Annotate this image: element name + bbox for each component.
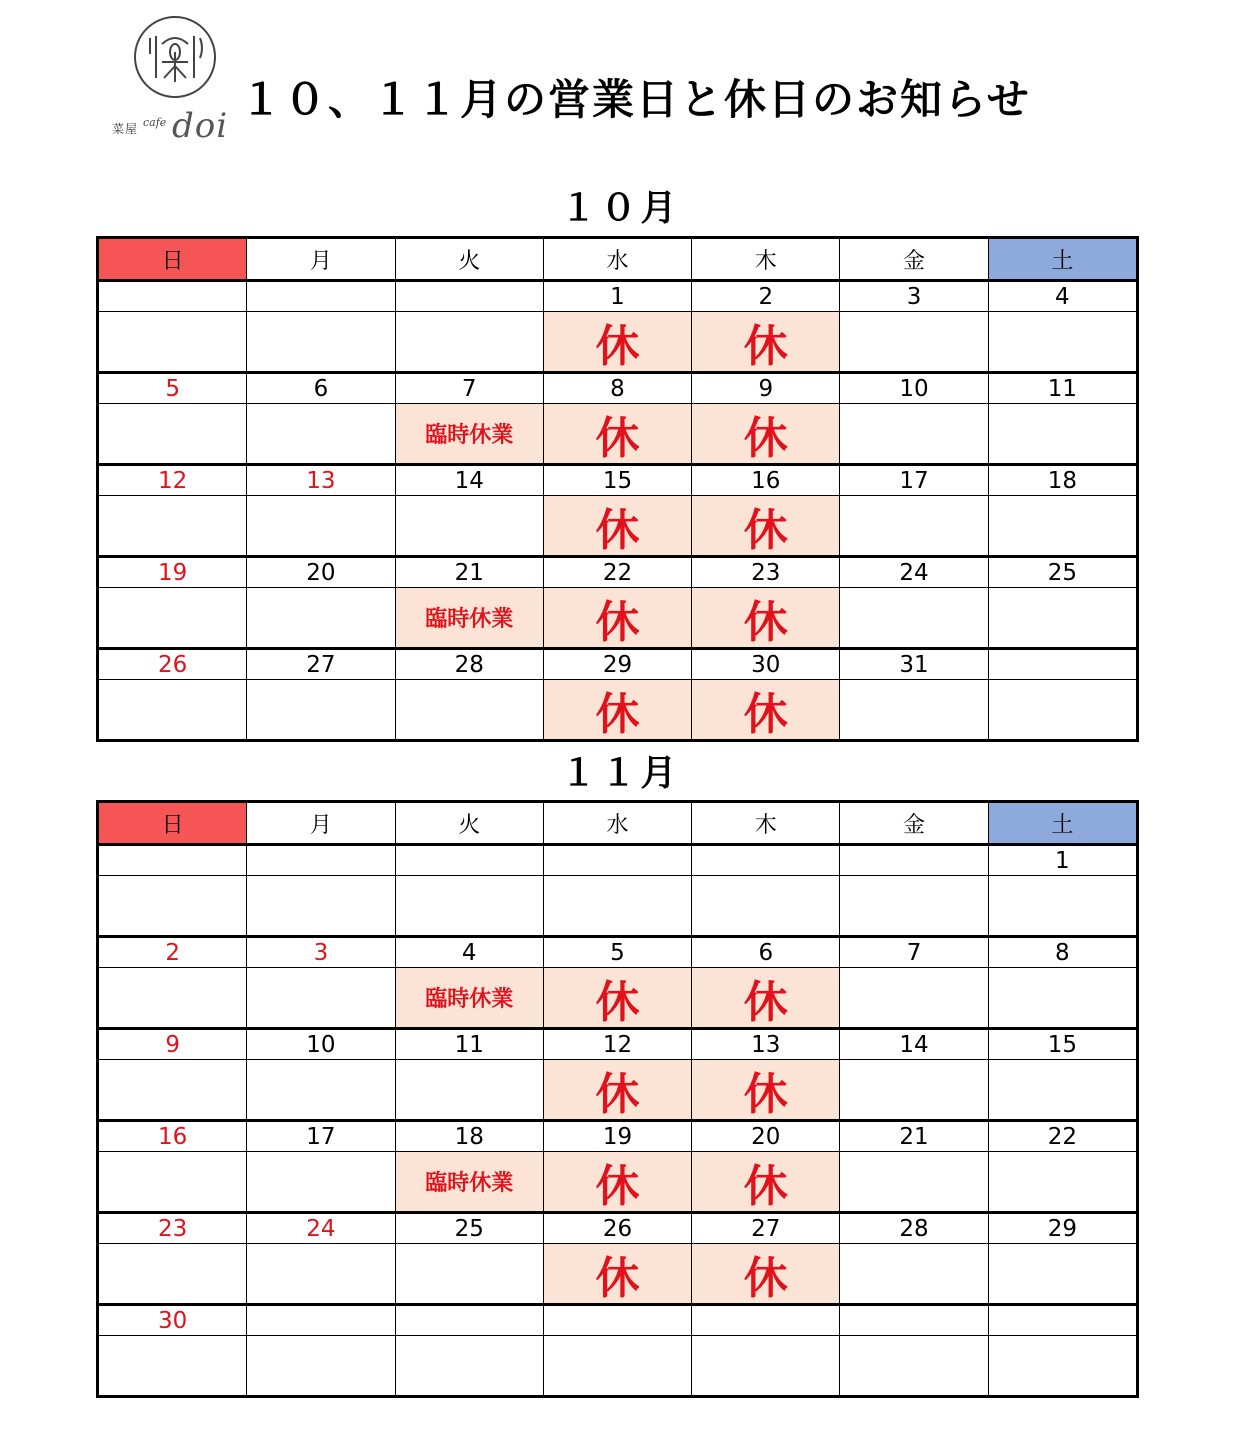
calendar-week: [99, 846, 1136, 938]
day-number-row: [99, 466, 1136, 496]
day-cell: [544, 1336, 692, 1395]
day-cell: [840, 1336, 988, 1395]
day-number: 20: [692, 1122, 840, 1151]
day-number: 9: [99, 1030, 247, 1059]
closed-day-mark: 休: [544, 496, 692, 555]
calendar-week: [99, 1122, 1136, 1214]
day-cell: [247, 312, 395, 371]
weekday-header: 日: [99, 803, 247, 843]
day-status-row: [99, 680, 1136, 739]
day-cell: [396, 496, 544, 555]
weekday-header: 水: [544, 239, 692, 279]
day-cell: [840, 404, 988, 463]
day-cell: [396, 312, 544, 371]
day-number: 16: [692, 466, 840, 495]
day-cell: [99, 1244, 247, 1303]
temporary-closure-mark: 臨時休業: [396, 1152, 544, 1211]
day-cell: [989, 496, 1136, 555]
day-number: 7: [396, 374, 544, 403]
weekday-header: 土: [989, 803, 1136, 843]
day-number: 14: [396, 466, 544, 495]
november-calendar: [96, 800, 1139, 1398]
day-number: 17: [247, 1122, 395, 1151]
day-cell: [840, 680, 988, 739]
day-number: 12: [99, 466, 247, 495]
shop-name: [110, 106, 240, 148]
vegetable-logo-icon: [132, 14, 218, 100]
october-title: １０月: [560, 188, 681, 229]
day-number: 29: [1047, 1215, 1077, 1242]
day-number: 10: [247, 1030, 395, 1059]
calendar-week: [99, 466, 1136, 558]
closed-day-mark: 休: [544, 312, 692, 371]
day-status-row: [99, 1336, 1136, 1395]
day-cell: [99, 496, 247, 555]
day-cell: [247, 680, 395, 739]
november-title: １１月: [560, 753, 681, 794]
day-number: 8: [544, 374, 692, 403]
day-number: 23: [692, 558, 840, 587]
day-cell: [692, 1336, 840, 1395]
calendar-week: [99, 282, 1136, 374]
day-cell: [692, 876, 840, 935]
day-cell: [99, 680, 247, 739]
day-number: 6: [247, 374, 395, 403]
day-number: [544, 846, 692, 875]
day-number: 3: [840, 282, 988, 311]
closed-day-mark: 休: [692, 1152, 840, 1211]
weekday-header: 木: [692, 803, 840, 843]
day-number-row: [99, 374, 1136, 404]
day-number: 19: [99, 558, 247, 587]
temporary-closure-mark: 臨時休業: [396, 404, 544, 463]
day-cell: [840, 876, 988, 935]
day-cell: [989, 588, 1136, 647]
day-number: [544, 1306, 692, 1335]
weekday-header: 火: [396, 239, 544, 279]
day-cell: [247, 1152, 395, 1211]
day-number: 15: [544, 466, 692, 495]
weekday-header: 月: [247, 239, 395, 279]
calendar-week: [99, 558, 1136, 650]
day-number: [99, 846, 247, 875]
day-number: 4: [1055, 283, 1070, 310]
day-number: 2: [99, 938, 247, 967]
day-number: 18: [396, 1122, 544, 1151]
day-cell: [989, 312, 1136, 371]
shop-name-yaoya: 菜屋: [112, 122, 139, 136]
day-cell: [247, 1336, 395, 1395]
day-number: 30: [99, 1306, 247, 1335]
day-number: 26: [544, 1214, 692, 1243]
day-cell: [989, 1244, 1136, 1303]
closed-day-mark: 休: [692, 404, 840, 463]
day-number: 23: [99, 1214, 247, 1243]
day-cell: [396, 1060, 544, 1119]
day-cell: [99, 404, 247, 463]
day-cell: [247, 1060, 395, 1119]
calendar-week: [99, 1214, 1136, 1306]
day-cell: [99, 312, 247, 371]
closed-day-mark: 休: [692, 968, 840, 1027]
day-number: [396, 282, 544, 311]
day-number-row: [99, 938, 1136, 968]
day-number: [989, 650, 1136, 679]
day-cell: [989, 1336, 1136, 1395]
day-number: 27: [247, 650, 395, 679]
temporary-closure-mark: 臨時休業: [396, 588, 544, 647]
day-cell: [840, 1244, 988, 1303]
weekday-header: 金: [840, 239, 988, 279]
day-number-row: [99, 650, 1136, 680]
closed-day-mark: 休: [692, 312, 840, 371]
day-cell: [840, 1152, 988, 1211]
closed-day-mark: 休: [692, 680, 840, 739]
day-number: 15: [1047, 1031, 1077, 1058]
day-cell: [396, 876, 544, 935]
day-status-row: [99, 312, 1136, 371]
day-number: 25: [396, 1214, 544, 1243]
day-number: 21: [840, 1122, 988, 1151]
weekday-header-row: [99, 239, 1136, 282]
day-cell: [840, 968, 988, 1027]
closed-day-mark: 休: [544, 1152, 692, 1211]
day-number: 5: [99, 374, 247, 403]
day-status-row: [99, 404, 1136, 463]
day-number: 13: [692, 1030, 840, 1059]
day-cell: [989, 876, 1136, 935]
day-number: 10: [840, 374, 988, 403]
day-number: 28: [840, 1214, 988, 1243]
day-number: 20: [247, 558, 395, 587]
day-number-row: [99, 1306, 1136, 1336]
day-cell: [840, 1060, 988, 1119]
page-title: １０、１１月の営業日と休日のお知らせ: [240, 75, 1031, 124]
day-number: 21: [396, 558, 544, 587]
day-cell: [247, 876, 395, 935]
day-number: [396, 846, 544, 875]
day-number-row: [99, 1214, 1136, 1244]
day-cell: [840, 588, 988, 647]
day-number: 29: [544, 650, 692, 679]
day-number: 26: [99, 650, 247, 679]
weekday-header: 金: [840, 803, 988, 843]
day-number: 30: [692, 650, 840, 679]
day-number: 17: [840, 466, 988, 495]
shop-logo: [110, 14, 240, 146]
day-number: 3: [247, 938, 395, 967]
shop-name-doi: doi: [172, 106, 229, 146]
day-number: 13: [247, 466, 395, 495]
day-cell: [99, 1152, 247, 1211]
day-cell: [396, 1244, 544, 1303]
closed-day-mark: 休: [544, 968, 692, 1027]
day-number: 18: [1047, 467, 1077, 494]
day-cell: [99, 1060, 247, 1119]
closed-day-mark: 休: [544, 1060, 692, 1119]
closed-day-mark: 休: [544, 404, 692, 463]
day-number: 4: [396, 938, 544, 967]
day-number: [692, 846, 840, 875]
shop-name-cafe: cafe: [143, 116, 167, 129]
day-number: [692, 1306, 840, 1335]
day-cell: [247, 404, 395, 463]
day-number-row: [99, 558, 1136, 588]
day-number: [396, 1306, 544, 1335]
temporary-closure-mark: 臨時休業: [396, 968, 544, 1027]
day-number: 19: [544, 1122, 692, 1151]
day-number: 12: [544, 1030, 692, 1059]
weekday-header: 土: [989, 239, 1136, 279]
day-number: 11: [396, 1030, 544, 1059]
day-cell: [247, 588, 395, 647]
day-number: 1: [1055, 847, 1070, 874]
weekday-header: 日: [99, 239, 247, 279]
day-number: [247, 282, 395, 311]
weekday-header: 月: [247, 803, 395, 843]
day-status-row: [99, 876, 1136, 935]
day-cell: [989, 1060, 1136, 1119]
day-number-row: [99, 282, 1136, 312]
day-number: 27: [692, 1214, 840, 1243]
day-number-row: [99, 846, 1136, 876]
day-number: [840, 846, 988, 875]
calendar-week: [99, 1030, 1136, 1122]
day-cell: [989, 680, 1136, 739]
calendar-week: [99, 1306, 1136, 1395]
day-cell: [544, 876, 692, 935]
closed-day-mark: 休: [692, 496, 840, 555]
day-number: 2: [692, 282, 840, 311]
day-number: [247, 846, 395, 875]
closed-day-mark: 休: [692, 1244, 840, 1303]
day-cell: [396, 680, 544, 739]
day-status-row: [99, 1244, 1136, 1303]
day-number: 1: [544, 282, 692, 311]
day-number: 31: [840, 650, 988, 679]
closed-day-mark: 休: [544, 588, 692, 647]
day-cell: [840, 496, 988, 555]
day-cell: [99, 968, 247, 1027]
day-number: 22: [1047, 1123, 1077, 1150]
day-number: 11: [1047, 375, 1077, 402]
day-number: 16: [99, 1122, 247, 1151]
day-number: 7: [840, 938, 988, 967]
calendar-week: [99, 374, 1136, 466]
day-number-row: [99, 1122, 1136, 1152]
day-cell: [840, 312, 988, 371]
day-status-row: [99, 588, 1136, 647]
day-cell: [99, 1336, 247, 1395]
day-number: [840, 1306, 988, 1335]
day-number: 24: [840, 558, 988, 587]
day-status-row: [99, 1060, 1136, 1119]
day-number: 9: [692, 374, 840, 403]
weekday-header: 火: [396, 803, 544, 843]
day-number: 25: [1047, 559, 1077, 586]
day-number: 24: [247, 1214, 395, 1243]
day-number: 6: [692, 938, 840, 967]
day-number: 22: [544, 558, 692, 587]
closed-day-mark: 休: [544, 680, 692, 739]
day-cell: [396, 1336, 544, 1395]
day-cell: [247, 968, 395, 1027]
weekday-header: 木: [692, 239, 840, 279]
closed-day-mark: 休: [692, 588, 840, 647]
day-number: 28: [396, 650, 544, 679]
day-cell: [247, 1244, 395, 1303]
day-number-row: [99, 1030, 1136, 1060]
day-number: 5: [544, 938, 692, 967]
day-cell: [247, 496, 395, 555]
day-number: 8: [1055, 939, 1070, 966]
day-number: 14: [840, 1030, 988, 1059]
day-cell: [989, 404, 1136, 463]
day-status-row: [99, 1152, 1136, 1211]
closed-day-mark: 休: [692, 1060, 840, 1119]
day-status-row: [99, 496, 1136, 555]
day-number: [99, 282, 247, 311]
calendar-week: [99, 938, 1136, 1030]
october-calendar: [96, 236, 1139, 742]
weekday-header: 水: [544, 803, 692, 843]
day-cell: [989, 1152, 1136, 1211]
day-number: [989, 1306, 1136, 1335]
day-cell: [99, 876, 247, 935]
day-cell: [989, 968, 1136, 1027]
calendar-week: [99, 650, 1136, 739]
day-number: [247, 1306, 395, 1335]
day-status-row: [99, 968, 1136, 1027]
weekday-header-row: [99, 803, 1136, 846]
closed-day-mark: 休: [544, 1244, 692, 1303]
day-cell: [99, 588, 247, 647]
